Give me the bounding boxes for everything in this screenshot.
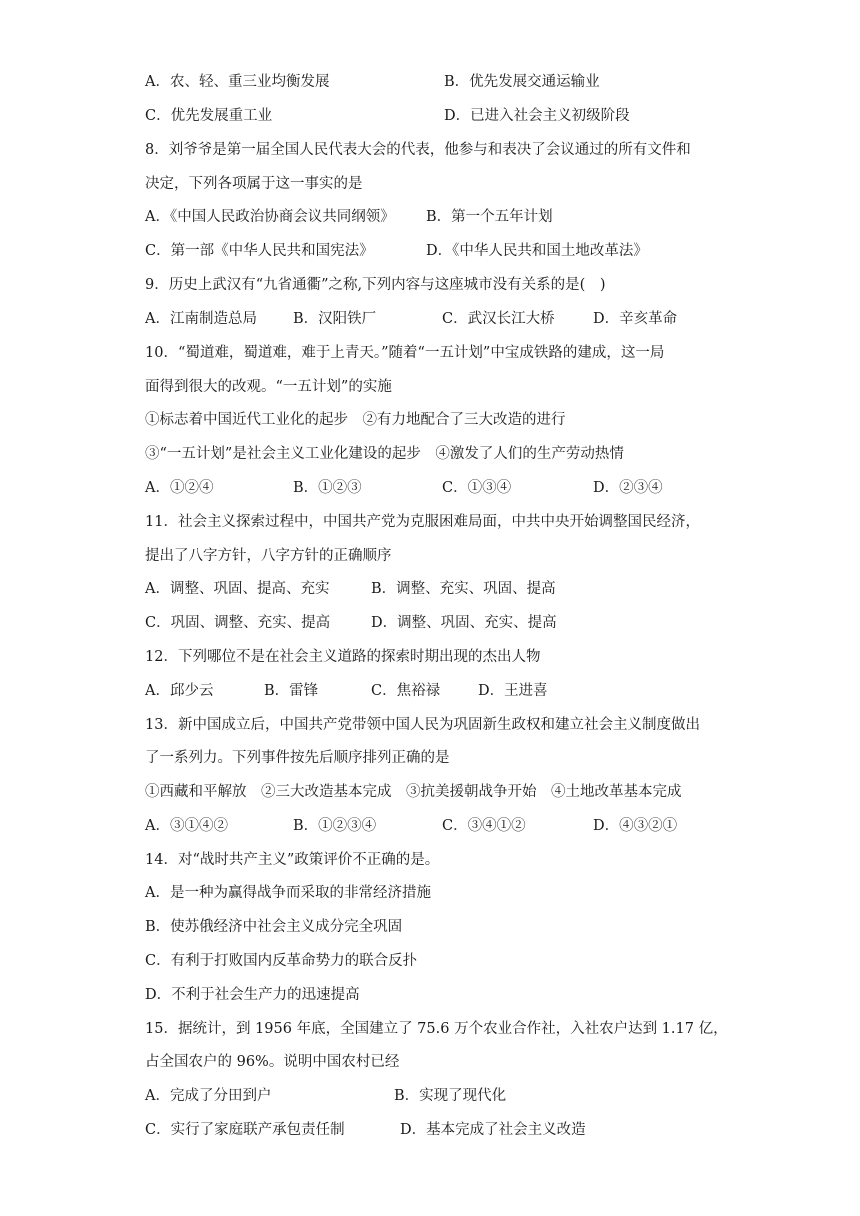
q9-option-c: C．武汉长江大桥	[442, 311, 555, 327]
q10-stem-line2: 面得到很大的改观。“一五计划”的实施	[145, 379, 392, 395]
q15-option-b: B．实现了现代化	[394, 1088, 507, 1104]
q12-option-d: D．王进喜	[478, 683, 548, 699]
q7-option-b: B．优先发展交通运输业	[444, 74, 600, 90]
q13-option-d: D．④③②①	[593, 818, 678, 834]
q9-option-a: A．江南制造总局	[145, 311, 257, 327]
q9-stem: 9．历史上武汉有“九省通衢”之称,下列内容与这座城市没有关系的是( )	[145, 277, 606, 293]
q13-items: ①西藏和平解放 ②三大改造基本完成 ③抗美援朝战争开始 ④土地改革基本完成	[145, 784, 682, 800]
q12-option-c: C．焦裕禄	[371, 683, 441, 699]
q13-option-b: B．①②③④	[293, 818, 377, 834]
q8-stem-line1: 8．刘爷爷是第一届全国人民代表大会的代表，他参与和表决了会议通过的所有文件和	[145, 142, 691, 158]
q10-option-d: D．②③④	[593, 480, 663, 496]
q14-option-a: A．是一种为赢得战争而采取的非常经济措施	[145, 885, 431, 901]
q11-option-d: D．调整、巩固、充实、提高	[371, 615, 557, 631]
q14-stem: 14．对“战时共产主义”政策评价不正确的是。	[145, 852, 440, 868]
q12-option-b: B．雷锋	[264, 683, 319, 699]
q8-option-b: B．第一个五年计划	[426, 209, 553, 225]
q8-stem-line2: 决定，下列各项属于这一事实的是	[145, 176, 363, 192]
q13-option-c: C．③④①②	[442, 818, 526, 834]
q8-option-d: D．《中华人民共和国土地改革法》	[426, 243, 648, 259]
q10-stem-line1: 10．“蜀道难，蜀道难，难于上青天。”随着“一五计划”中宝成铁路的建成，这一局	[145, 345, 665, 361]
q11-option-b: B．调整、充实、巩固、提高	[371, 581, 556, 597]
q13-option-a: A．③①④②	[145, 818, 228, 834]
q11-stem-line1: 11．社会主义探索过程中，中国共产党为克服困难局面，中共中央开始调整国民经济，	[145, 514, 700, 530]
q10-option-a: A．①②④	[145, 480, 214, 496]
q15-option-d: D．基本完成了社会主义改造	[400, 1122, 586, 1138]
q10-option-c: C．①③④	[442, 480, 512, 496]
q12-option-a: A．邱少云	[145, 683, 214, 699]
q8-option-a: A．《中国人民政治协商会议共同纲领》	[145, 209, 395, 225]
q14-option-b: B．使苏俄经济中社会主义成分完全巩固	[145, 919, 403, 935]
q15-stem-line1: 15．据统计，到 1956 年底，全国建立了 75.6 万个农业合作社，入社农户达到 1.17 亿，	[145, 1021, 728, 1037]
q12-stem: 12．下列哪位不是在社会主义道路的探索时期出现的杰出人物	[145, 649, 541, 665]
q7-option-a: A．农、轻、重三业均衡发展	[145, 74, 330, 90]
q14-option-d: D．不利于社会生产力的迅速提高	[145, 987, 360, 1003]
q7-option-d: D．已进入社会主义初级阶段	[444, 108, 630, 124]
q8-option-c: C．第一部《中华人民共和国宪法》	[145, 243, 374, 259]
q10-option-b: B．①②③	[293, 480, 362, 496]
q14-option-c: C．有利于打败国内反革命势力的联合反扑	[145, 953, 418, 969]
q13-stem-line2: 了一系列力。下列事件按先后顺序排列正确的是	[145, 750, 450, 766]
q15-option-c: C．实行了家庭联产承包责任制	[145, 1122, 345, 1138]
q11-option-a: A．调整、巩固、提高、充实	[145, 581, 330, 597]
q10-items-line1: ①标志着中国近代工业化的起步 ②有力地配合了三大改造的进行	[145, 412, 566, 428]
q11-option-c: C．巩固、调整、充实、提高	[145, 615, 331, 631]
q7-option-c: C．优先发展重工业	[145, 108, 273, 124]
q11-stem-line2: 提出了八字方针，八字方针的正确顺序	[145, 548, 392, 564]
q10-items-line2: ③“一五计划”是社会主义工业化建设的起步 ④激发了人们的生产劳动热情	[145, 446, 624, 462]
q13-stem-line1: 13．新中国成立后，中国共产党带领中国人民为巩固新生政权和建立社会主义制度做出	[145, 717, 700, 733]
q15-option-a: A．完成了分田到户	[145, 1088, 272, 1104]
q9-option-b: B．汉阳铁厂	[293, 311, 377, 327]
q15-stem-line2: 占全国农户的 96%。说明中国农村已经	[145, 1054, 400, 1070]
q9-option-d: D．辛亥革命	[593, 311, 678, 327]
